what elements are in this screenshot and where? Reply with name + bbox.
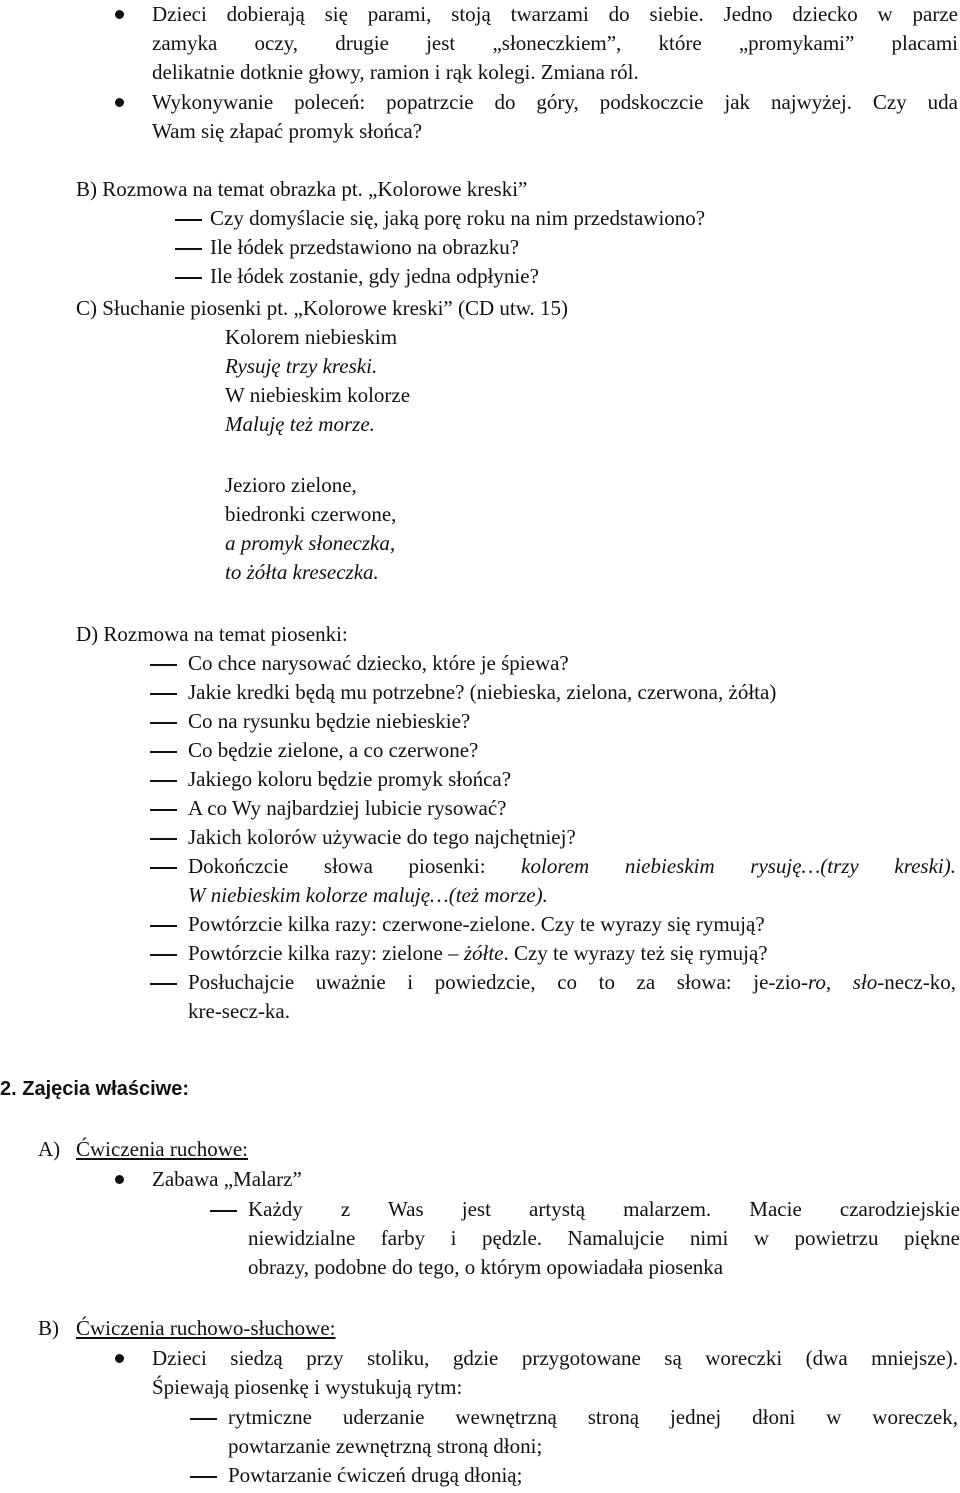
song-line: Maluję też morze.: [225, 412, 375, 436]
dash-icon: [150, 722, 177, 724]
song-line: Jezioro zielone,: [225, 473, 357, 497]
list-item-italic: żółte: [463, 941, 504, 965]
list-item-text: Powtórzcie kilka razy: zielone –: [188, 941, 464, 965]
paragraph-line: niewidzialne farby i pędzle. Namalujcie nimi w powietrzu piękne: [248, 1226, 960, 1250]
list-item: Jakie kredki będą mu potrzebne? (niebieska, zielona, czerwona, żółta): [188, 680, 777, 704]
list-item-text: -necz-ko,: [877, 970, 956, 994]
section-heading: C) Słuchanie piosenki pt. „Kolorowe kreski” (CD utw. 15): [76, 296, 569, 320]
section-label: B): [38, 1316, 59, 1340]
list-item: Zabawa „Malarz”: [152, 1167, 302, 1191]
list-item: Jakich kolorów używacie do tego najchętniej?: [188, 825, 576, 849]
list-item: Ile łódek zostanie, gdy jedna odpłynie?: [210, 264, 539, 288]
list-item: [188, 968, 956, 997]
dash-icon: [175, 219, 202, 221]
bullet-icon: [115, 1175, 124, 1184]
dash-icon: [150, 664, 177, 666]
bullet-icon: [115, 10, 124, 19]
dash-icon: [150, 954, 177, 956]
song-line: W niebieskim kolorze: [225, 383, 411, 407]
dash-icon: [150, 751, 177, 753]
dash-icon: [175, 248, 202, 250]
paragraph-line: obrazy, podobne do tego, o którym opowiadała piosenka: [248, 1255, 724, 1279]
part-heading: 2. Zajęcia właściwe:: [0, 1078, 189, 1100]
list-item: Czy domyślacie się, jaką porę roku na nim przedstawiono?: [210, 206, 706, 230]
paragraph-line: Dzieci dobierają się parami, stoją twarzami do siebie. Jedno dziecko w parze: [152, 2, 958, 26]
list-item: Co na rysunku będzie niebieskie?: [188, 709, 471, 733]
list-item: Co będzie zielone, a co czerwone?: [188, 738, 479, 762]
section-label: A): [38, 1137, 61, 1161]
dash-icon: [150, 809, 177, 811]
dash-icon: [150, 983, 177, 985]
bullet-icon: [115, 1354, 124, 1363]
paragraph-line: Wam się złapać promyk słońca?: [152, 119, 423, 143]
dash-icon: [175, 277, 202, 279]
paragraph-line: Dzieci siedzą przy stoliku, gdzie przygotowane są woreczki (dwa mniejsze).: [152, 1346, 958, 1370]
paragraph-line: powtarzanie zewnętrzną stroną dłoni;: [228, 1434, 543, 1458]
bullet-icon: [115, 98, 124, 107]
list-item: [188, 852, 956, 881]
list-item-continuation: kre-secz-ka.: [188, 999, 291, 1023]
dash-icon: [190, 1418, 217, 1420]
song-line: to żółta kreseczka.: [225, 560, 379, 584]
song-line: biedronki czerwone,: [225, 502, 397, 526]
list-item: Co chce narysować dziecko, które je śpiewa?: [188, 651, 569, 675]
list-item-text: Posłuchajcie uważnie i powiedzcie, co to za słowa: je-zio-: [188, 970, 809, 994]
dash-icon: [150, 925, 177, 927]
paragraph-line: delikatnie dotknie głowy, ramion i rąk kolegi. Zmiana ról.: [152, 60, 639, 84]
dash-icon: [150, 838, 177, 840]
paragraph-line: Powtarzanie ćwiczeń drugą dłonią;: [228, 1463, 523, 1487]
list-item: [188, 939, 768, 968]
list-item: Ile łódek przedstawiono na obrazku?: [210, 235, 520, 259]
list-item-italic: kolorem niebieskim rysuję…(trzy kreski).: [521, 854, 956, 878]
dash-icon: [210, 1210, 237, 1212]
list-item: Powtórzcie kilka razy: czerwone-zielone. Czy te wyrazy się rymują?: [188, 912, 765, 936]
list-item: Jakiego koloru będzie promyk słońca?: [188, 767, 512, 791]
dash-icon: [190, 1476, 217, 1478]
paragraph-line: Wykonywanie poleceń: popatrzcie do góry, podskoczcie jak najwyżej. Czy uda: [152, 90, 958, 114]
song-line: a promyk słoneczka,: [225, 531, 396, 555]
dash-icon: [150, 867, 177, 869]
dash-icon: [150, 693, 177, 695]
section-heading: D) Rozmowa na temat piosenki:: [76, 622, 348, 646]
paragraph-line: rytmiczne uderzanie wewnętrzną stroną jednej dłoni w woreczek,: [228, 1405, 958, 1429]
list-item-continuation: W niebieskim kolorze maluję…(też morze).: [188, 883, 548, 907]
section-heading: Ćwiczenia ruchowo-słuchowe:: [76, 1316, 336, 1340]
paragraph-line: Każdy z Was jest artystą malarzem. Macie czarodziejskie: [248, 1197, 960, 1221]
song-line: Kolorem niebieskim: [225, 325, 398, 349]
section-heading: B) Rozmowa na temat obrazka pt. „Kolorowe kreski”: [76, 177, 528, 201]
dash-icon: [150, 780, 177, 782]
list-item-italic: ro, sło: [808, 970, 878, 994]
list-item: A co Wy najbardziej lubicie rysować?: [188, 796, 507, 820]
section-heading: Ćwiczenia ruchowe:: [76, 1137, 249, 1161]
paragraph-line: Śpiewają piosenkę i wystukują rytm:: [152, 1375, 463, 1399]
paragraph-line: zamyka oczy, drugie jest „słoneczkiem”, które „promykami” placami: [152, 31, 958, 55]
list-item-text: . Czy te wyrazy też się rymują?: [503, 941, 768, 965]
list-item-text: Dokończcie słowa piosenki:: [188, 854, 522, 878]
song-line: Rysuję trzy kreski.: [225, 354, 378, 378]
